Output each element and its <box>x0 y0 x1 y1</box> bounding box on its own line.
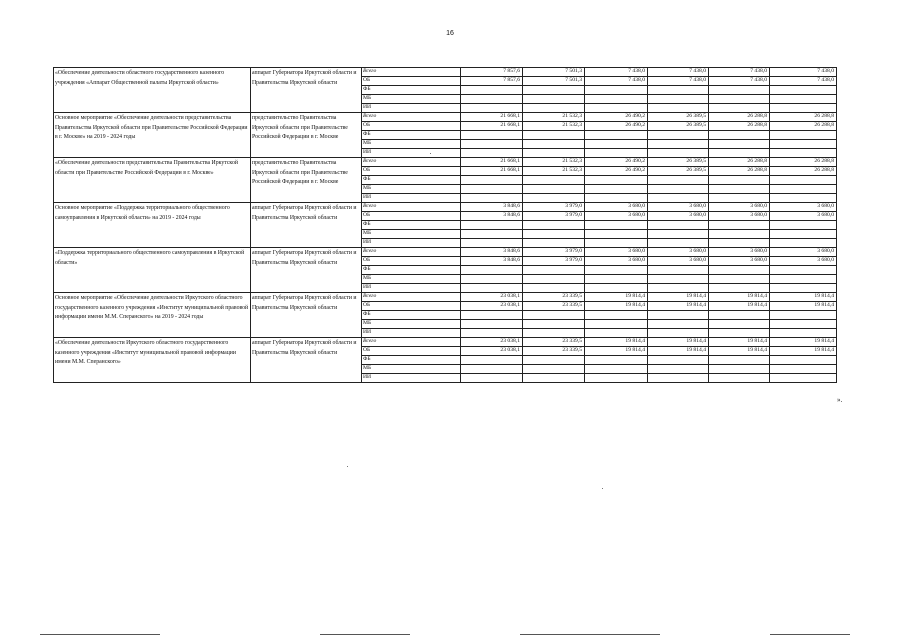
funding-source: МБ <box>362 275 461 284</box>
funding-amount: 26 490,2 <box>585 122 648 131</box>
funding-amount <box>709 194 770 203</box>
funding-amount <box>523 365 585 374</box>
funding-amount <box>648 239 709 248</box>
funding-amount <box>523 266 585 275</box>
funding-amount <box>709 284 770 293</box>
funding-amount <box>709 266 770 275</box>
funding-source: МБ <box>362 230 461 239</box>
measure-description: Основное мероприятие «Обеспечение деятельности Иркутского областного государственного казенного учреждения «Институт муниципальной правовой информации имени М.М. Сперанского» на 2019 - 2024 годы <box>54 293 251 338</box>
funding-amount: 3 680,0 <box>648 212 709 221</box>
funding-amount: 19 814,4 <box>709 347 770 356</box>
funding-amount <box>523 95 585 104</box>
funding-amount <box>461 329 523 338</box>
table-row <box>54 203 837 212</box>
measure-description: Основное мероприятие «Обеспечение деятельности представительства Правительства Иркутской области при Правительстве Российской Федерации в г. Москве» на 2019 - 2024 годы <box>54 113 251 158</box>
funding-source: МБ <box>362 185 461 194</box>
scan-artifact-dot <box>347 466 348 467</box>
funding-amount <box>585 149 648 158</box>
funding-amount: 19 814,4 <box>585 293 648 302</box>
funding-amount <box>523 284 585 293</box>
funding-amount <box>585 95 648 104</box>
responsible-executor: аппарат Губернатора Иркутской области и Правительства Иркутской области <box>251 293 362 338</box>
funding-amount <box>585 185 648 194</box>
funding-amount: 3 979,0 <box>523 248 585 257</box>
funding-amount <box>770 194 837 203</box>
funding-amount <box>648 311 709 320</box>
funding-amount <box>585 266 648 275</box>
funding-amount <box>523 230 585 239</box>
funding-amount <box>585 230 648 239</box>
funding-source: ИИ <box>362 239 461 248</box>
funding-source: МБ <box>362 320 461 329</box>
funding-amount: 19 814,4 <box>709 338 770 347</box>
funding-amount <box>523 374 585 383</box>
funding-amount <box>648 131 709 140</box>
funding-amount: 21 532,3 <box>523 113 585 122</box>
funding-amount <box>523 356 585 365</box>
funding-amount: 19 814,4 <box>770 347 837 356</box>
funding-amount <box>585 221 648 230</box>
funding-amount: 3 680,0 <box>709 248 770 257</box>
funding-source: ФБ <box>362 221 461 230</box>
funding-amount: 26 288,8 <box>709 122 770 131</box>
funding-source: ОБ <box>362 257 461 266</box>
funding-amount <box>648 104 709 113</box>
funding-amount <box>461 104 523 113</box>
funding-amount: 23 038,1 <box>461 302 523 311</box>
funding-source: Всего <box>362 248 461 257</box>
funding-source: ФБ <box>362 311 461 320</box>
funding-amount: 3 848,6 <box>461 248 523 257</box>
funding-amount: 19 814,4 <box>648 347 709 356</box>
funding-amount <box>461 230 523 239</box>
funding-amount <box>709 275 770 284</box>
funding-source: ИИ <box>362 374 461 383</box>
table-row <box>54 113 837 122</box>
funding-amount <box>770 230 837 239</box>
funding-amount: 7 501,3 <box>523 77 585 86</box>
funding-source: ОБ <box>362 167 461 176</box>
funding-amount <box>648 365 709 374</box>
funding-amount <box>648 329 709 338</box>
closing-quote-mark: ». <box>837 396 843 404</box>
measure-description: «Поддержка территориального общественного самоуправления в Иркутской области» <box>54 248 251 293</box>
scan-artifact-dot <box>602 488 603 489</box>
funding-amount <box>709 374 770 383</box>
funding-source: ОБ <box>362 302 461 311</box>
funding-amount <box>709 149 770 158</box>
funding-amount <box>770 239 837 248</box>
funding-amount <box>770 275 837 284</box>
funding-amount <box>585 284 648 293</box>
funding-amount: 26 490,2 <box>585 167 648 176</box>
funding-amount: 23 339,5 <box>523 347 585 356</box>
funding-amount: 7 438,0 <box>709 77 770 86</box>
funding-amount: 3 680,0 <box>585 257 648 266</box>
funding-amount: 3 680,0 <box>709 257 770 266</box>
funding-amount: 7 438,0 <box>648 77 709 86</box>
funding-amount: 26 490,2 <box>585 158 648 167</box>
funding-amount: 7 438,0 <box>770 68 837 77</box>
funding-source: ФБ <box>362 266 461 275</box>
funding-amount: 3 848,6 <box>461 212 523 221</box>
funding-amount <box>709 365 770 374</box>
funding-amount <box>709 131 770 140</box>
funding-amount: 3 680,0 <box>585 248 648 257</box>
funding-source: Всего <box>362 113 461 122</box>
funding-amount <box>461 266 523 275</box>
funding-source: Всего <box>362 338 461 347</box>
table-row <box>54 158 837 167</box>
funding-amount: 3 979,0 <box>523 212 585 221</box>
funding-amount: 23 038,1 <box>461 347 523 356</box>
funding-amount <box>523 131 585 140</box>
funding-amount <box>770 86 837 95</box>
funding-amount: 21 532,3 <box>523 158 585 167</box>
funding-amount: 3 680,0 <box>709 203 770 212</box>
funding-amount <box>648 140 709 149</box>
measure-description: Основное мероприятие «Поддержка территориального общественного самоуправления в Иркутской области» на 2019 - 2024 годы <box>54 203 251 248</box>
funding-amount: 7 857,6 <box>461 77 523 86</box>
funding-source: Всего <box>362 158 461 167</box>
measure-description: «Обеспечение деятельности Иркутского областного государственного казенного учреждения «Институт муниципальной правовой информации имени М.М. Сперанского» <box>54 338 251 383</box>
funding-amount: 7 501,3 <box>523 68 585 77</box>
scan-artifact-line <box>320 634 410 635</box>
funding-amount <box>770 221 837 230</box>
funding-source: ИИ <box>362 194 461 203</box>
funding-amount <box>585 194 648 203</box>
funding-source: ИИ <box>362 329 461 338</box>
funding-amount <box>523 194 585 203</box>
funding-amount <box>523 320 585 329</box>
funding-amount <box>770 329 837 338</box>
funding-amount: 7 438,0 <box>770 77 837 86</box>
funding-source: Всего <box>362 68 461 77</box>
funding-amount: 23 038,1 <box>461 293 523 302</box>
funding-amount <box>648 374 709 383</box>
funding-amount: 21 668,1 <box>461 122 523 131</box>
funding-amount <box>585 374 648 383</box>
funding-amount: 26 389,5 <box>648 122 709 131</box>
funding-amount <box>523 176 585 185</box>
funding-amount: 19 814,4 <box>709 293 770 302</box>
funding-amount: 7 438,0 <box>648 68 709 77</box>
funding-amount <box>770 131 837 140</box>
funding-amount <box>648 230 709 239</box>
funding-amount: 19 814,4 <box>648 338 709 347</box>
funding-amount <box>585 86 648 95</box>
funding-amount: 19 814,4 <box>585 338 648 347</box>
funding-amount: 26 288,8 <box>709 113 770 122</box>
funding-amount <box>709 320 770 329</box>
funding-source: ОБ <box>362 212 461 221</box>
funding-amount <box>709 356 770 365</box>
table-row <box>54 68 837 77</box>
funding-amount: 3 680,0 <box>648 248 709 257</box>
funding-amount <box>648 194 709 203</box>
funding-amount <box>585 311 648 320</box>
funding-source: ФБ <box>362 131 461 140</box>
funding-amount: 23 339,5 <box>523 293 585 302</box>
funding-source: Всего <box>362 203 461 212</box>
funding-amount <box>461 374 523 383</box>
funding-amount <box>461 284 523 293</box>
funding-amount <box>648 320 709 329</box>
funding-amount: 23 038,1 <box>461 338 523 347</box>
funding-amount <box>585 239 648 248</box>
funding-amount: 19 814,4 <box>585 302 648 311</box>
funding-amount: 21 668,1 <box>461 158 523 167</box>
funding-amount <box>461 221 523 230</box>
scan-artifact-line <box>770 634 850 635</box>
responsible-executor: аппарат Губернатора Иркутской области и Правительства Иркутской области <box>251 338 362 383</box>
funding-amount: 7 438,0 <box>709 68 770 77</box>
funding-amount: 19 814,4 <box>585 347 648 356</box>
funding-amount: 21 668,1 <box>461 113 523 122</box>
funding-amount <box>523 275 585 284</box>
funding-amount <box>648 149 709 158</box>
funding-source: ИИ <box>362 149 461 158</box>
funding-amount: 26 288,8 <box>770 113 837 122</box>
responsible-executor: аппарат Губернатора Иркутской области и Правительства Иркутской области <box>251 248 362 293</box>
funding-amount: 3 680,0 <box>770 248 837 257</box>
funding-amount <box>709 239 770 248</box>
funding-amount <box>461 320 523 329</box>
funding-amount <box>523 185 585 194</box>
funding-amount <box>585 140 648 149</box>
funding-amount <box>648 86 709 95</box>
responsible-executor: аппарат Губернатора Иркутской области и Правительства Иркутской области <box>251 203 362 248</box>
budget-table <box>53 67 837 383</box>
funding-amount <box>770 365 837 374</box>
funding-amount <box>461 140 523 149</box>
funding-amount <box>523 140 585 149</box>
funding-amount <box>648 185 709 194</box>
funding-amount <box>709 176 770 185</box>
funding-amount <box>770 284 837 293</box>
funding-source: ИИ <box>362 104 461 113</box>
funding-amount: 3 680,0 <box>770 203 837 212</box>
funding-amount <box>461 176 523 185</box>
responsible-executor: представительство Правительства Иркутской области при Правительстве Российской Федерации в г. Москве <box>251 158 362 203</box>
funding-amount <box>648 95 709 104</box>
funding-amount <box>709 185 770 194</box>
scan-artifact-dot <box>430 153 431 154</box>
funding-amount <box>648 221 709 230</box>
funding-amount <box>523 239 585 248</box>
measure-description: «Обеспечение деятельности представительства Правительства Иркутской области при Правительстве Российской Федерации в г. Москве» <box>54 158 251 203</box>
funding-source: МБ <box>362 140 461 149</box>
funding-amount <box>648 176 709 185</box>
funding-amount: 26 389,5 <box>648 158 709 167</box>
funding-amount <box>770 140 837 149</box>
funding-amount <box>770 266 837 275</box>
funding-amount: 7 438,0 <box>585 77 648 86</box>
funding-amount: 3 680,0 <box>709 212 770 221</box>
funding-amount <box>585 329 648 338</box>
funding-amount <box>585 320 648 329</box>
funding-amount <box>461 239 523 248</box>
funding-amount <box>770 320 837 329</box>
responsible-executor: аппарат Губернатора Иркутской области и Правительства Иркутской области <box>251 68 362 113</box>
funding-amount <box>709 311 770 320</box>
funding-amount: 21 532,3 <box>523 167 585 176</box>
funding-amount: 3 979,0 <box>523 257 585 266</box>
funding-amount: 3 979,0 <box>523 203 585 212</box>
funding-amount <box>461 86 523 95</box>
funding-amount <box>585 356 648 365</box>
page-number: 16 <box>446 30 454 37</box>
funding-amount <box>461 185 523 194</box>
funding-amount <box>648 356 709 365</box>
funding-amount: 26 490,2 <box>585 113 648 122</box>
funding-source: МБ <box>362 95 461 104</box>
funding-amount: 26 288,8 <box>770 167 837 176</box>
funding-amount <box>461 356 523 365</box>
funding-amount <box>585 176 648 185</box>
funding-amount <box>523 86 585 95</box>
funding-amount: 19 814,4 <box>770 302 837 311</box>
table-row <box>54 293 837 302</box>
funding-amount <box>461 365 523 374</box>
funding-amount <box>523 311 585 320</box>
funding-amount: 3 680,0 <box>585 203 648 212</box>
funding-amount: 26 389,5 <box>648 167 709 176</box>
funding-amount <box>770 176 837 185</box>
funding-amount <box>523 104 585 113</box>
funding-amount: 26 288,8 <box>709 158 770 167</box>
table-row <box>54 338 837 347</box>
funding-amount <box>585 104 648 113</box>
funding-source: Всего <box>362 293 461 302</box>
funding-amount <box>709 221 770 230</box>
funding-amount <box>770 95 837 104</box>
funding-amount <box>585 131 648 140</box>
funding-source: ИИ <box>362 284 461 293</box>
funding-source: ФБ <box>362 86 461 95</box>
funding-source: ОБ <box>362 347 461 356</box>
measure-description: «Обеспечение деятельности областного государственного казенного учреждения «Аппарат Общественной палаты Иркутской области» <box>54 68 251 113</box>
funding-amount <box>709 104 770 113</box>
funding-amount <box>770 311 837 320</box>
funding-amount <box>585 365 648 374</box>
scan-artifact-line <box>40 634 160 635</box>
funding-amount: 19 814,4 <box>709 302 770 311</box>
funding-amount <box>523 149 585 158</box>
funding-amount <box>648 275 709 284</box>
funding-amount: 3 848,6 <box>461 257 523 266</box>
funding-amount <box>461 311 523 320</box>
funding-amount: 21 532,3 <box>523 122 585 131</box>
funding-amount <box>461 194 523 203</box>
funding-amount <box>770 356 837 365</box>
funding-amount: 23 339,5 <box>523 302 585 311</box>
funding-amount: 26 288,8 <box>770 158 837 167</box>
funding-amount <box>770 149 837 158</box>
funding-amount <box>523 329 585 338</box>
funding-amount: 3 848,6 <box>461 203 523 212</box>
funding-amount: 19 814,4 <box>770 293 837 302</box>
funding-amount: 3 680,0 <box>770 257 837 266</box>
funding-source: ФБ <box>362 176 461 185</box>
funding-amount <box>461 149 523 158</box>
funding-amount <box>648 284 709 293</box>
funding-amount <box>709 230 770 239</box>
funding-amount: 26 288,8 <box>709 167 770 176</box>
funding-amount <box>648 266 709 275</box>
scan-artifact-line <box>520 634 660 635</box>
funding-amount: 3 680,0 <box>585 212 648 221</box>
funding-amount <box>461 95 523 104</box>
responsible-executor: представительство Правительства Иркутской области при Правительстве Российской Федерации в г. Москве <box>251 113 362 158</box>
funding-source: ОБ <box>362 122 461 131</box>
funding-amount <box>709 329 770 338</box>
funding-amount <box>461 131 523 140</box>
funding-amount <box>461 275 523 284</box>
funding-source: ОБ <box>362 77 461 86</box>
funding-source: ФБ <box>362 356 461 365</box>
table-row <box>54 248 837 257</box>
funding-amount: 21 668,1 <box>461 167 523 176</box>
funding-amount: 19 814,4 <box>648 293 709 302</box>
funding-amount: 23 339,5 <box>523 338 585 347</box>
funding-amount <box>770 185 837 194</box>
funding-amount: 26 288,8 <box>770 122 837 131</box>
funding-amount <box>709 140 770 149</box>
funding-amount: 26 389,5 <box>648 113 709 122</box>
funding-source: МБ <box>362 365 461 374</box>
funding-amount <box>770 104 837 113</box>
funding-amount: 19 814,4 <box>770 338 837 347</box>
funding-amount <box>709 95 770 104</box>
funding-amount: 7 857,6 <box>461 68 523 77</box>
funding-amount: 7 438,0 <box>585 68 648 77</box>
funding-amount <box>770 374 837 383</box>
funding-amount: 3 680,0 <box>648 203 709 212</box>
funding-amount <box>523 221 585 230</box>
funding-amount: 19 814,4 <box>648 302 709 311</box>
funding-amount: 3 680,0 <box>770 212 837 221</box>
funding-amount: 3 680,0 <box>648 257 709 266</box>
funding-amount <box>585 275 648 284</box>
funding-amount <box>709 86 770 95</box>
